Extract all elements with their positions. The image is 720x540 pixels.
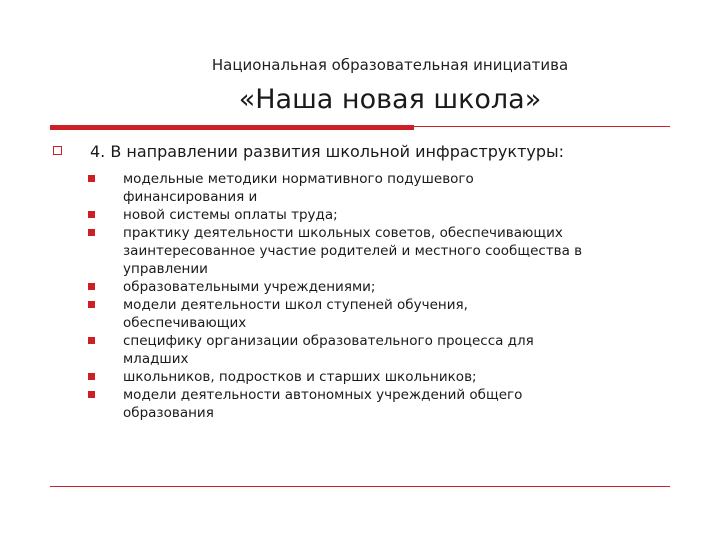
list-item-line: младших: [123, 351, 189, 367]
list-item-line: школьников, подростков и старших школьников;: [123, 369, 477, 385]
sub-bullet-list: [88, 170, 688, 422]
list-item-line: обеспечивающих: [123, 315, 247, 331]
main-point-text: 4. В направлении развития школьной инфраструктуры:: [90, 142, 565, 161]
title-underline-thick: [50, 125, 414, 130]
filled-square-bullet-icon: [88, 229, 95, 236]
main-bullet-point: [52, 142, 692, 164]
list-item: [88, 368, 688, 386]
filled-square-bullet-icon: [88, 211, 95, 218]
list-item-line: образования: [123, 405, 214, 421]
list-item: [88, 170, 688, 206]
list-item: [88, 332, 688, 368]
list-item-line: финансирования и: [123, 189, 258, 205]
filled-square-bullet-icon: [88, 301, 95, 308]
slide-subtitle: Национальная образовательная инициатива: [211, 56, 569, 74]
list-item: [88, 206, 688, 224]
title-underline-thin: [414, 126, 670, 127]
list-item-line: специфику организации образовательного процесса для: [123, 333, 534, 349]
list-item-line: новой системы оплаты труда;: [123, 207, 338, 223]
slide-title: «Наша новая школа»: [238, 84, 542, 115]
filled-square-bullet-icon: [88, 283, 95, 290]
list-item-line: модели деятельности школ ступеней обучения,: [123, 297, 468, 313]
filled-square-bullet-icon: [88, 175, 95, 182]
list-item: [88, 224, 688, 278]
filled-square-bullet-icon: [88, 391, 95, 398]
list-item-line: модели деятельности автономных учреждений общего: [123, 387, 523, 403]
list-item: [88, 278, 688, 296]
list-item-line: практику деятельности школьных советов, обеспечивающих: [123, 225, 563, 241]
hollow-square-bullet-icon: [53, 146, 62, 155]
list-item: [88, 296, 688, 332]
list-item-line: заинтересованное участие родителей и местного сообщества в: [123, 243, 583, 259]
footer-divider: [50, 486, 670, 487]
filled-square-bullet-icon: [88, 373, 95, 380]
list-item-line: модельные методики нормативного подушевого: [123, 171, 474, 187]
filled-square-bullet-icon: [88, 337, 95, 344]
list-item: [88, 386, 688, 422]
list-item-line: управлении: [123, 261, 208, 277]
list-item-line: образовательными учреждениями;: [123, 279, 376, 295]
